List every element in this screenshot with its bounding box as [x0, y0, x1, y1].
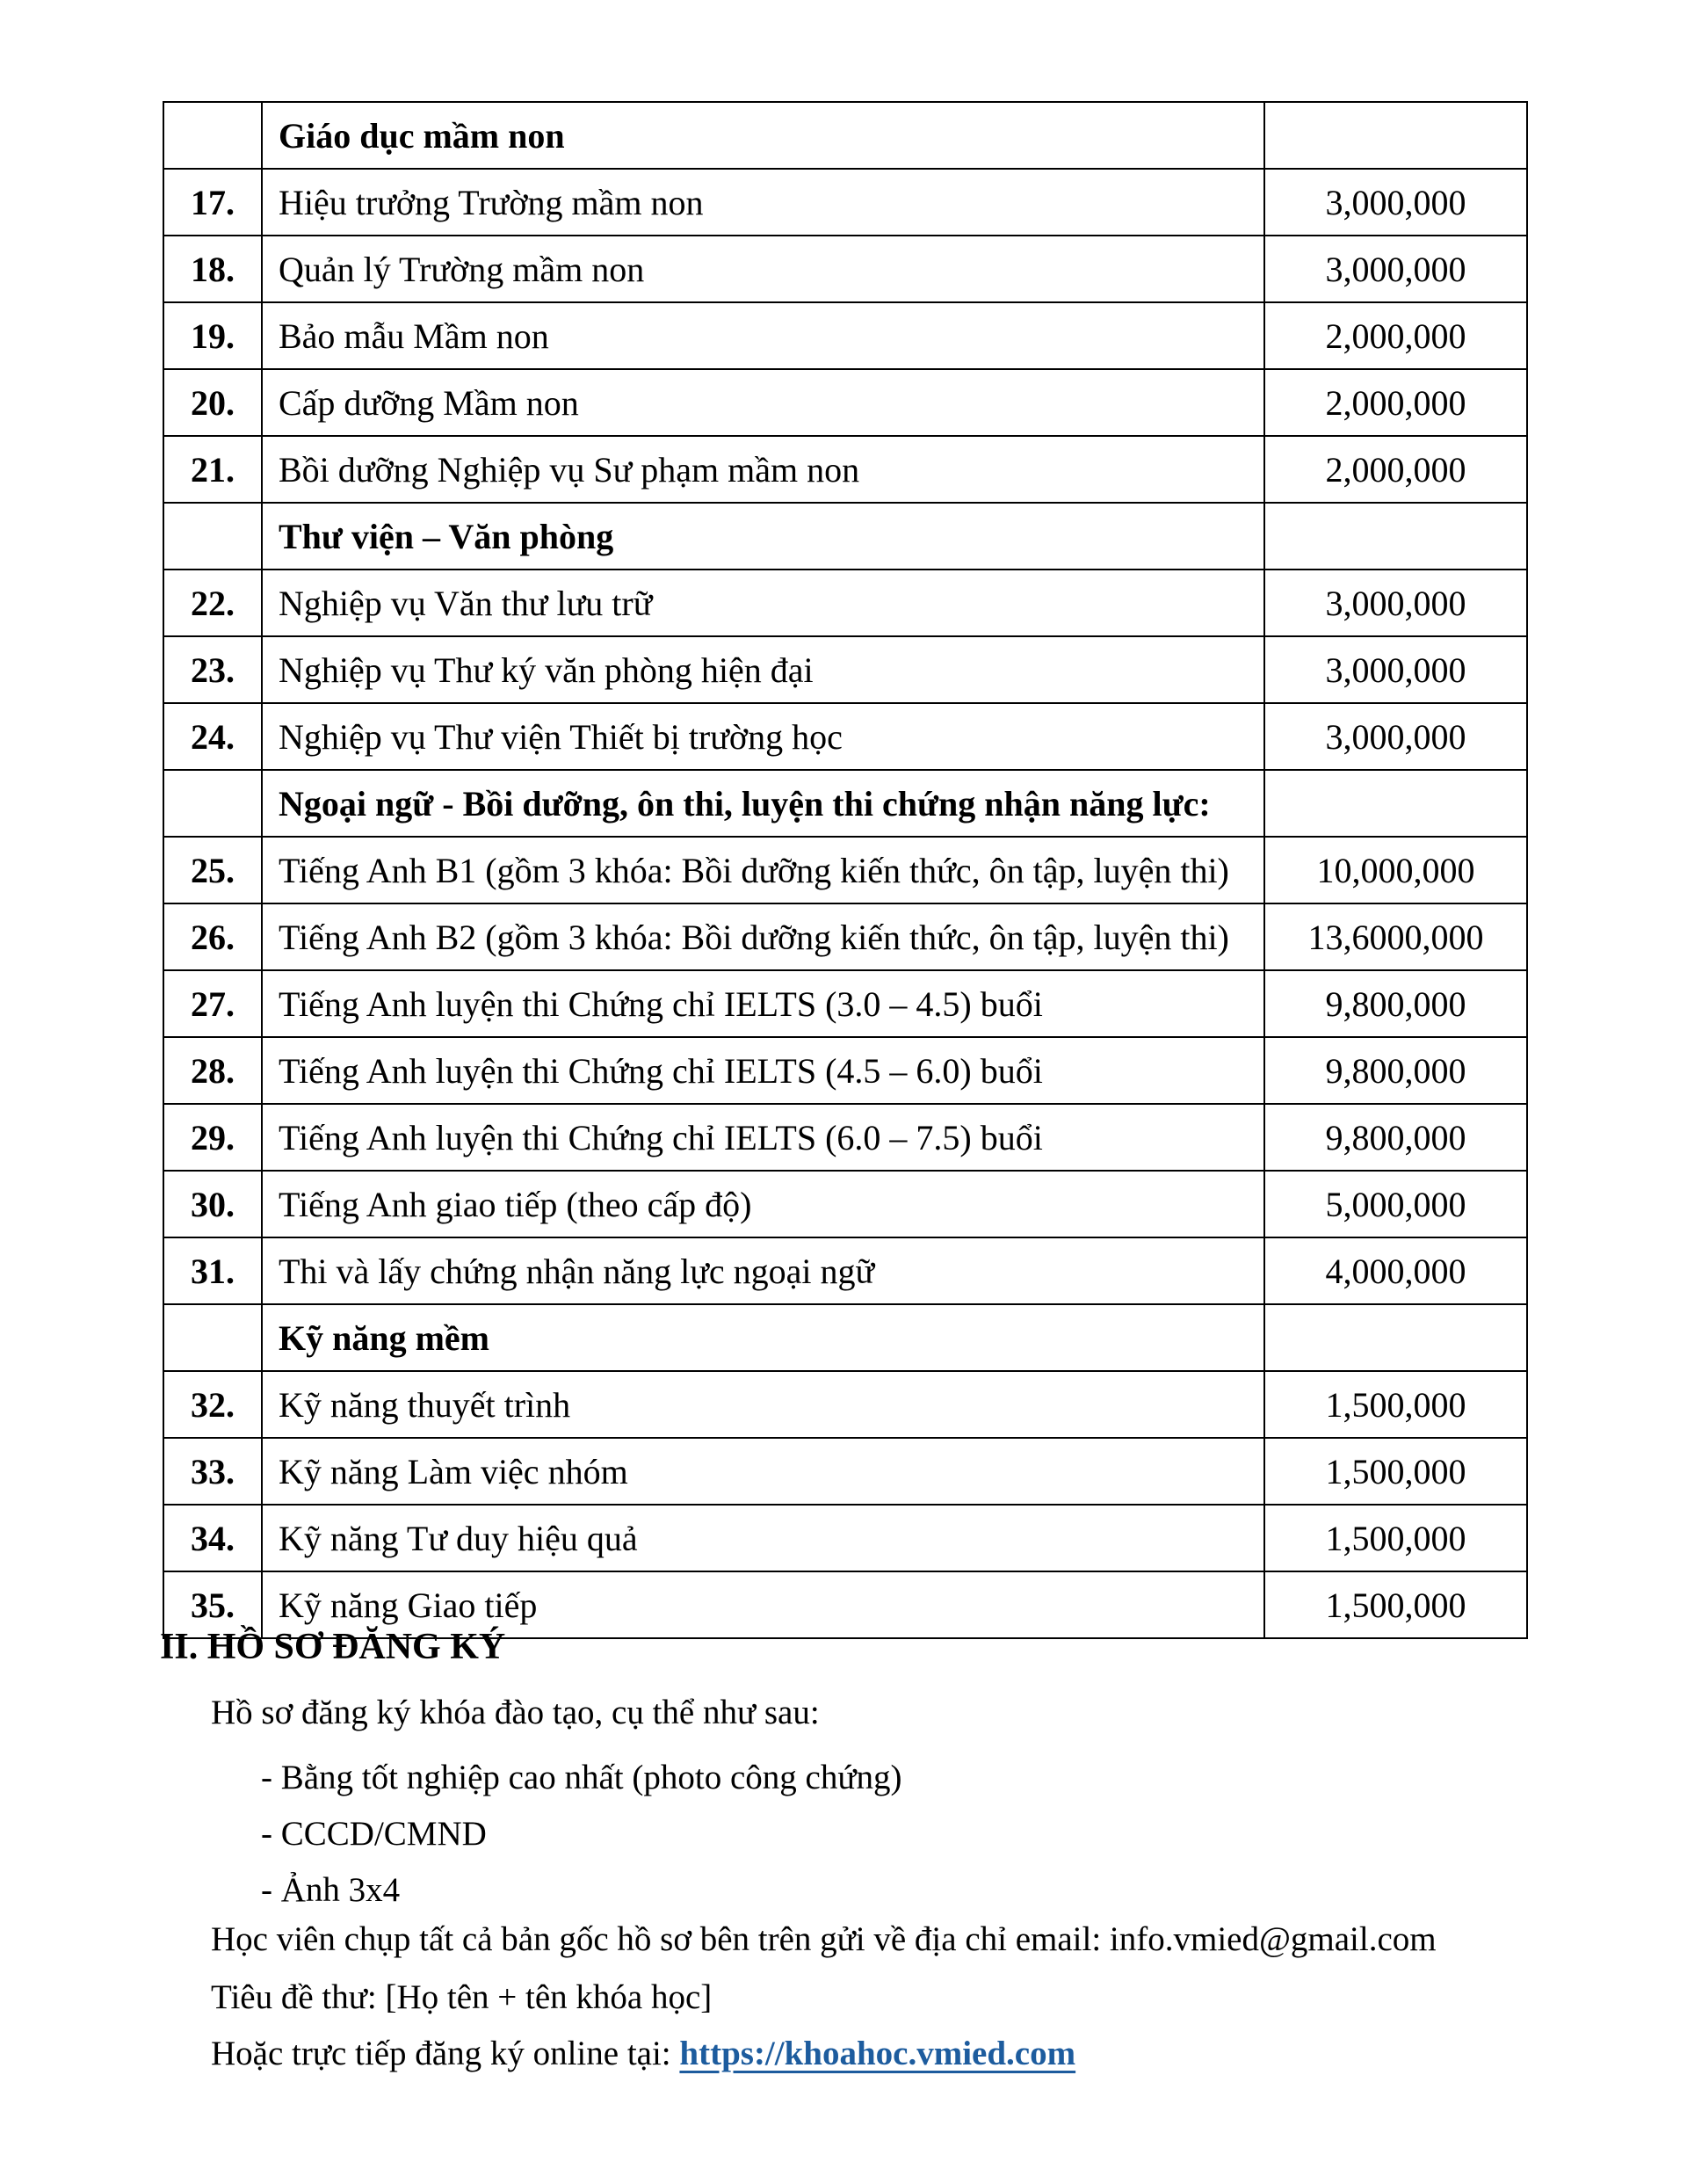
section-row [163, 770, 1527, 837]
table-row [163, 302, 1527, 369]
course-name-cell: Tiếng Anh B2 (gồm 3 khóa: Bồi dưỡng kiến thức, ôn tập, luyện thi) [262, 903, 1264, 970]
row-number-cell: 21. [163, 436, 262, 503]
row-number-cell [163, 503, 262, 570]
row-number-cell [163, 102, 262, 169]
table-row [163, 1104, 1527, 1171]
row-number-cell: 17. [163, 169, 262, 236]
table-row [163, 570, 1527, 636]
section-row [163, 503, 1527, 570]
row-number-cell: 29. [163, 1104, 262, 1171]
table-row [163, 837, 1527, 903]
course-name-cell: Tiếng Anh luyện thi Chứng chỉ IELTS (3.0 – 4.5) buổi [262, 970, 1264, 1037]
row-number-cell: 20. [163, 369, 262, 436]
document-item: - CCCD/CMND [261, 1815, 487, 1853]
price-cell: 1,500,000 [1264, 1438, 1527, 1505]
table-row [163, 636, 1527, 703]
course-name-cell: Tiếng Anh luyện thi Chứng chỉ IELTS (4.5 – 6.0) buổi [262, 1037, 1264, 1104]
table-row [163, 436, 1527, 503]
registration-section-heading: II. HỒ SƠ ĐĂNG KÝ [160, 1627, 506, 1667]
table-row [163, 369, 1527, 436]
table-row [163, 970, 1527, 1037]
price-cell: 2,000,000 [1264, 302, 1527, 369]
row-number-cell: 32. [163, 1371, 262, 1438]
table-row [163, 1171, 1527, 1237]
price-cell: 3,000,000 [1264, 570, 1527, 636]
course-name-cell: Nghiệp vụ Văn thư lưu trữ [262, 570, 1264, 636]
registration-intro: Hồ sơ đăng ký khóa đào tạo, cụ thể như sau: [211, 1694, 820, 1731]
email-subject-line: Tiêu đề thư: [Họ tên + tên khóa học] [211, 1978, 713, 2016]
row-number-cell: 26. [163, 903, 262, 970]
course-name-cell: Kỹ năng thuyết trình [262, 1371, 1264, 1438]
course-name-cell: Tiếng Anh B1 (gồm 3 khóa: Bồi dưỡng kiến thức, ôn tập, luyện thi) [262, 837, 1264, 903]
row-number-cell: 18. [163, 236, 262, 302]
row-number-cell [163, 770, 262, 837]
price-cell: 9,800,000 [1264, 970, 1527, 1037]
row-number-cell: 22. [163, 570, 262, 636]
fee-table-body [163, 102, 1527, 1638]
price-cell: 3,000,000 [1264, 169, 1527, 236]
price-cell [1264, 1304, 1527, 1371]
row-number-cell: 27. [163, 970, 262, 1037]
table-row [163, 1505, 1527, 1571]
course-name-cell: Hiệu trưởng Trường mầm non [262, 169, 1264, 236]
course-name-cell: Quản lý Trường mầm non [262, 236, 1264, 302]
price-cell: 3,000,000 [1264, 703, 1527, 770]
price-cell: 1,500,000 [1264, 1571, 1527, 1638]
price-cell [1264, 102, 1527, 169]
price-cell: 13,6000,000 [1264, 903, 1527, 970]
online-registration-prefix: Hoặc trực tiếp đăng ký online tại: [211, 2035, 680, 2072]
row-number-cell: 25. [163, 837, 262, 903]
course-name-cell: Nghiệp vụ Thư viện Thiết bị trường học [262, 703, 1264, 770]
online-registration-line [211, 2029, 1075, 2079]
section-header-cell: Kỹ năng mềm [262, 1304, 1264, 1371]
section-header-cell: Ngoại ngữ - Bồi dưỡng, ôn thi, luyện thi chứng nhận năng lực: [262, 770, 1264, 837]
course-name-cell: Bảo mẫu Mầm non [262, 302, 1264, 369]
course-name-cell: Bồi dưỡng Nghiệp vụ Sư phạm mầm non [262, 436, 1264, 503]
section-row [163, 1304, 1527, 1371]
row-number-cell [163, 1304, 262, 1371]
course-name-cell: Nghiệp vụ Thư ký văn phòng hiện đại [262, 636, 1264, 703]
price-cell [1264, 770, 1527, 837]
table-row [163, 903, 1527, 970]
table-row [163, 236, 1527, 302]
table-row [163, 1037, 1527, 1104]
row-number-cell: 19. [163, 302, 262, 369]
price-cell: 1,500,000 [1264, 1371, 1527, 1438]
row-number-cell: 31. [163, 1237, 262, 1304]
table-row [163, 703, 1527, 770]
email-instruction-line: Học viên chụp tất cả bản gốc hồ sơ bên trên gửi về địa chỉ email: info.vmied@gmail.com [211, 1920, 1437, 1958]
course-name-cell: Thi và lấy chứng nhận năng lực ngoại ngữ [262, 1237, 1264, 1304]
course-name-cell: Kỹ năng Làm việc nhóm [262, 1438, 1264, 1505]
document-item: - Ảnh 3x4 [261, 1871, 401, 1909]
course-name-cell: Kỹ năng Tư duy hiệu quả [262, 1505, 1264, 1571]
table-row [163, 1237, 1527, 1304]
section-header-cell: Thư viện – Văn phòng [262, 503, 1264, 570]
row-number-cell: 23. [163, 636, 262, 703]
section-row [163, 102, 1527, 169]
price-cell: 9,800,000 [1264, 1104, 1527, 1171]
row-number-cell: 28. [163, 1037, 262, 1104]
online-registration-link[interactable]: https://khoahoc.vmied.com [679, 2035, 1076, 2072]
table-row [163, 169, 1527, 236]
price-cell: 3,000,000 [1264, 636, 1527, 703]
table-row [163, 1371, 1527, 1438]
row-number-cell: 33. [163, 1438, 262, 1505]
price-cell: 2,000,000 [1264, 436, 1527, 503]
price-cell: 2,000,000 [1264, 369, 1527, 436]
price-cell [1264, 503, 1527, 570]
price-cell: 4,000,000 [1264, 1237, 1527, 1304]
course-name-cell: Tiếng Anh giao tiếp (theo cấp độ) [262, 1171, 1264, 1237]
price-cell: 3,000,000 [1264, 236, 1527, 302]
price-cell: 5,000,000 [1264, 1171, 1527, 1237]
table-row [163, 1438, 1527, 1505]
fee-table [163, 101, 1528, 1639]
row-number-cell: 30. [163, 1171, 262, 1237]
section-header-cell: Giáo dục mầm non [262, 102, 1264, 169]
document-item: - Bằng tốt nghiệp cao nhất (photo công chứng) [261, 1759, 902, 1796]
price-cell: 10,000,000 [1264, 837, 1527, 903]
course-name-cell: Cấp dưỡng Mầm non [262, 369, 1264, 436]
price-cell: 9,800,000 [1264, 1037, 1527, 1104]
row-number-cell: 24. [163, 703, 262, 770]
course-name-cell: Kỹ năng Giao tiếp [262, 1571, 1264, 1638]
course-name-cell: Tiếng Anh luyện thi Chứng chỉ IELTS (6.0 – 7.5) buổi [262, 1104, 1264, 1171]
price-cell: 1,500,000 [1264, 1505, 1527, 1571]
row-number-cell: 34. [163, 1505, 262, 1571]
row-number-cell: 35. [163, 1571, 262, 1638]
